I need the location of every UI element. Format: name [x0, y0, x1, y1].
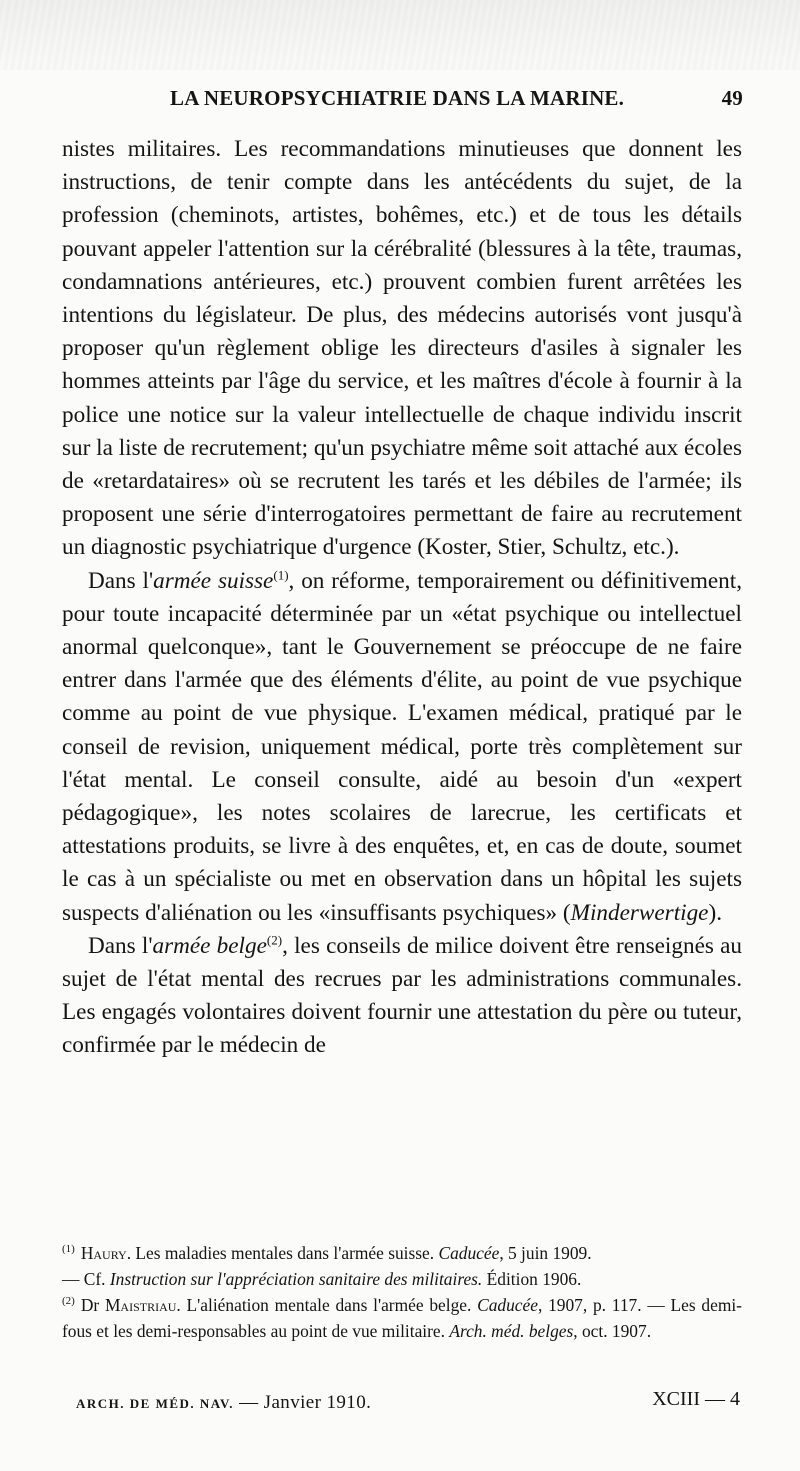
paragraph-1: nistes militaires. Les recommandations minutieuses que donnent les instructions, de tenir compte dans les antécédents du sujet, de la profession (cheminots, artistes, bohêmes, etc.) et de tous les détails pouvant appeler l'attention sur la cérébralité (blessures à la tête, traumas, condamnations antérieures, etc.) prouvent combien furent arrêtées les intentions du législateur. De plus, des médecins autorisés vont jusqu'à proposer qu'un règlement oblige les directeurs d'asiles à signaler les hommes atteints par l'âge du service, et les maîtres d'école à fournir à la police une notice sur la valeur intellectuelle de chaque individu inscrit sur la liste de recrutement; qu'un psychiatre même soit attaché aux écoles de «retardataires» où se recrutent les tarés et les débiles de l'armée; ils proposent une série d'interrogatoires permettant de faire au recrutement un diagnostic psychiatrique d'urgence (Koster, Stier, Schultz, etc.).	[62, 136, 742, 561]
footnote-1-text: . Les maladies mentales dans l'armée suisse.	[126, 1243, 439, 1263]
running-header	[70, 86, 745, 126]
footnote-ref-2: (2)	[266, 932, 283, 948]
p2-italic-term: armée suisse	[153, 567, 274, 594]
footnote-1-mark: (1)	[62, 1243, 75, 1256]
running-title: LA NEUROPSYCHIATRIE DANS LA MARINE.	[170, 86, 625, 110]
footnote-2-rest: , 1907, p. 117. — Les demi-fous et les demi-responsables au point de vue militaire.	[62, 1295, 742, 1341]
p3-lead: Dans l'	[88, 932, 153, 959]
footnote-2-text: . L'aliénation mentale dans l'armée belge.	[176, 1295, 478, 1315]
footnote-2-title: Dr	[80, 1295, 105, 1315]
footnote-ref-1: (1)	[273, 566, 289, 582]
footnote-2-date: , oct. 1907.	[573, 1321, 652, 1341]
p2-rest: , on réforme, temporairement ou définitivement, pour toute incapacité déterminée par un «état psychique ou intellectuel anormal quelconque», tant le Gouvernement se préoccupe de ne faire entrer dans l'armée que des éléments d'élite, au point de vue psychique comme au point de vue physique. L'examen médical, pratiqué par le conseil de revision, uniquement médical, porte très complètement sur l'état mental. Le conseil consulte, aidé au besoin d'un «expert pédagogique», les notes scolaires de larecrue, les certificats et attestations produits, se livre à des enquêtes, et, en cas de doute, soumet le cas à un spécialiste ou met en observation dans un hôpital les sujets suspects d'aliénation ou les «insuffisants psychiques» (	[62, 567, 742, 926]
footer-journal	[76, 1392, 371, 1414]
p3-italic-term: armée belge	[152, 932, 267, 959]
paragraph-2	[62, 565, 742, 930]
footnote-2-mark: (2)	[62, 1295, 75, 1308]
footnotes	[62, 1240, 742, 1344]
footnote-2-journal: Caducée	[477, 1295, 538, 1315]
paragraph-3	[62, 930, 742, 1063]
footnote-1b	[62, 1266, 742, 1292]
page-footer	[62, 1388, 742, 1432]
footnote-2-journal-2: Arch. méd. belges	[449, 1321, 574, 1341]
issue-date: — Janvier 1910.	[233, 1392, 372, 1413]
page-number: 49	[721, 86, 743, 110]
sheet-signature: XCIII — 4	[652, 1388, 740, 1410]
footnote-1-journal: Caducée	[438, 1243, 500, 1263]
body-text	[62, 133, 742, 1063]
footnote-1-author: Haury	[80, 1243, 127, 1263]
journal-abbreviation: ARCH. DE MÉD. NAV.	[76, 1396, 234, 1411]
p2-end: ).	[708, 899, 722, 926]
footnote-2	[62, 1292, 742, 1344]
p2-lead: Dans l'	[88, 567, 154, 594]
footnote-1-date: , 5 juin 1909.	[499, 1243, 592, 1263]
scan-edge-texture	[0, 0, 800, 70]
footnote-1b-lead: — Cf.	[62, 1269, 110, 1289]
footnote-1	[62, 1240, 742, 1266]
p2-italic-term-2: Minderwertige	[570, 899, 709, 926]
p3-rest: , les conseils de milice doivent être renseignés au sujet de l'état mental des recrues par les administrations communales. Les engagés volontaires doivent fournir une attestation du père ou tuteur, confirmée par le médecin de	[62, 932, 742, 1059]
footnote-1b-italic: Instruction sur l'appréciation sanitaire des militaires.	[109, 1269, 483, 1289]
footnote-1b-rest: Édition 1906.	[482, 1269, 582, 1289]
footnote-2-author: Maistriau	[104, 1295, 177, 1315]
